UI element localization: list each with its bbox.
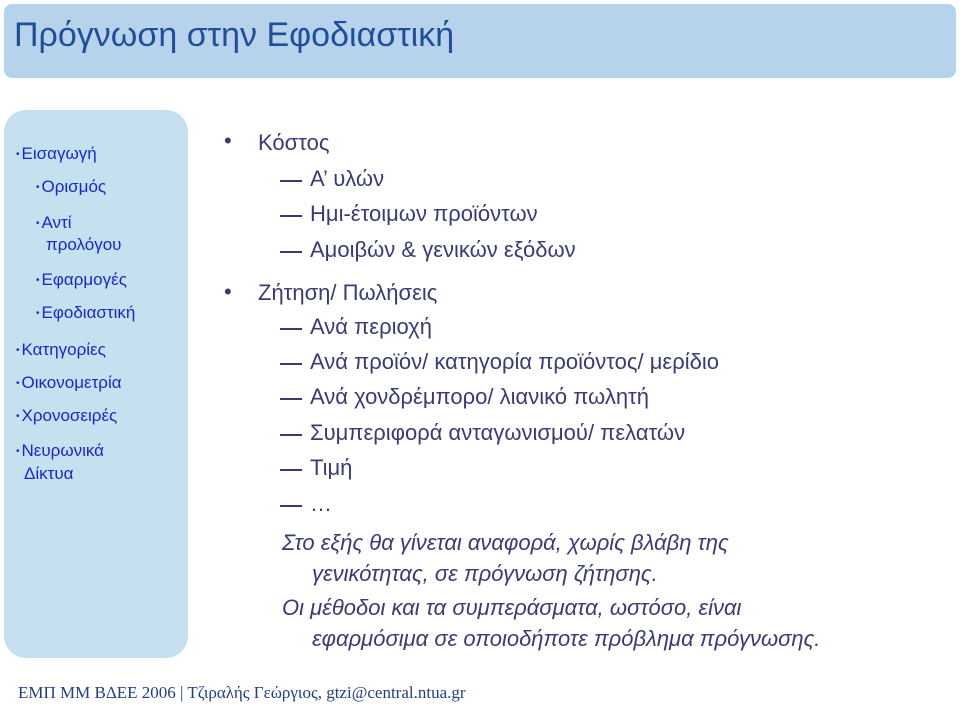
sidebar-nav [4,110,188,658]
sub-item-price: Τιμή [310,455,353,480]
bullet-dot: • [224,279,232,304]
slide-title: Πρόγνωση στην Εφοδιαστική [14,16,455,54]
sidebar-item-preface-cont[interactable] [46,235,121,255]
footer-credits: ΕΜΠ ΜΜ ΒΔΕΕ 2006 | Τζιραλής Γεώργιος, gtzi@central.ntua.gr [18,683,466,702]
dash-marker [280,434,302,436]
sidebar-item-label: Νευρωνικά [21,441,105,460]
sub-item-wholesaler: Ανά χονδρέμπορο/ λιανικό πωλητή [310,384,649,409]
sidebar-item-intro[interactable]: • Εισαγωγή [16,144,97,163]
dash-marker [280,215,302,217]
dash-marker [280,398,302,400]
dash-marker [280,469,302,471]
sub-item-competition: Συμπεριφορά ανταγωνισμού/ πελατών [310,420,686,445]
sidebar-item-categories[interactable]: • Κατηγορίες [16,340,106,359]
sidebar-item-label: Εφοδιαστική [41,303,136,322]
sidebar-item-label: Οικονομετρία [21,373,122,392]
bullet-demand: Ζήτηση/ Πωλήσεις [258,280,438,305]
dash-marker [280,363,302,365]
sidebar-item-label: Αντί [41,213,72,232]
note-line-4: εφαρμόσιμα σε οποιοδήποτε πρόβλημα πρόγνωσης. [312,626,821,651]
bullet-cost: Κόστος [258,130,330,155]
sidebar-item-neural-networks[interactable]: • Νευρωνικά [16,441,105,460]
dash-marker [280,328,302,330]
note-line-3: Οι μέθοδοι και τα συμπεράσματα, ωστόσο, είναι [282,595,742,620]
sidebar-item-label: Εισαγωγή [21,144,97,163]
dash-marker [280,505,302,507]
sub-item-semi-finished: Ημι-έτοιμων προϊόντων [310,201,538,226]
title-bar [4,4,956,78]
sidebar-item-label: Κατηγορίες [21,340,106,359]
note-line-2: γενικότητας, σε πρόγνωση ζήτησης. [312,561,658,586]
sub-item-raw-materials: Α’ υλών [310,166,385,191]
sidebar-item-definition[interactable]: • Ορισμός [36,177,107,196]
sidebar-item-neural-networks-cont[interactable] [24,464,73,484]
sidebar-item-label: Εφαρμογές [41,270,127,289]
sidebar-item-logistics[interactable]: • Εφοδιαστική [36,303,136,322]
sidebar-item-label: προλόγου [46,235,122,254]
sidebar-item-label: Ορισμός [41,177,107,196]
sidebar-item-applications[interactable]: • Εφαρμογές [36,270,127,289]
sub-item-ellipsis: … [310,491,332,516]
sidebar-item-label: Χρονοσειρές [21,406,118,425]
bullet-dot: • [224,128,232,153]
sub-item-region: Ανά περιοχή [310,314,432,339]
sidebar-item-preface[interactable]: • Αντί [36,213,72,232]
sub-item-wages: Αμοιβών & γενικών εξόδων [310,237,576,262]
note-line-1: Στο εξής θα γίνεται αναφορά, χωρίς βλάβη της [282,530,729,555]
dash-marker [280,180,302,182]
sidebar-item-timeseries[interactable]: • Χρονοσειρές [16,406,118,425]
sidebar-item-label: Δίκτυα [24,464,74,483]
dash-marker [280,251,302,253]
sidebar-item-econometrics[interactable]: • Οικονομετρία [16,373,122,392]
sub-item-product: Ανά προϊόν/ κατηγορία προϊόντος/ μερίδιο [310,349,719,374]
